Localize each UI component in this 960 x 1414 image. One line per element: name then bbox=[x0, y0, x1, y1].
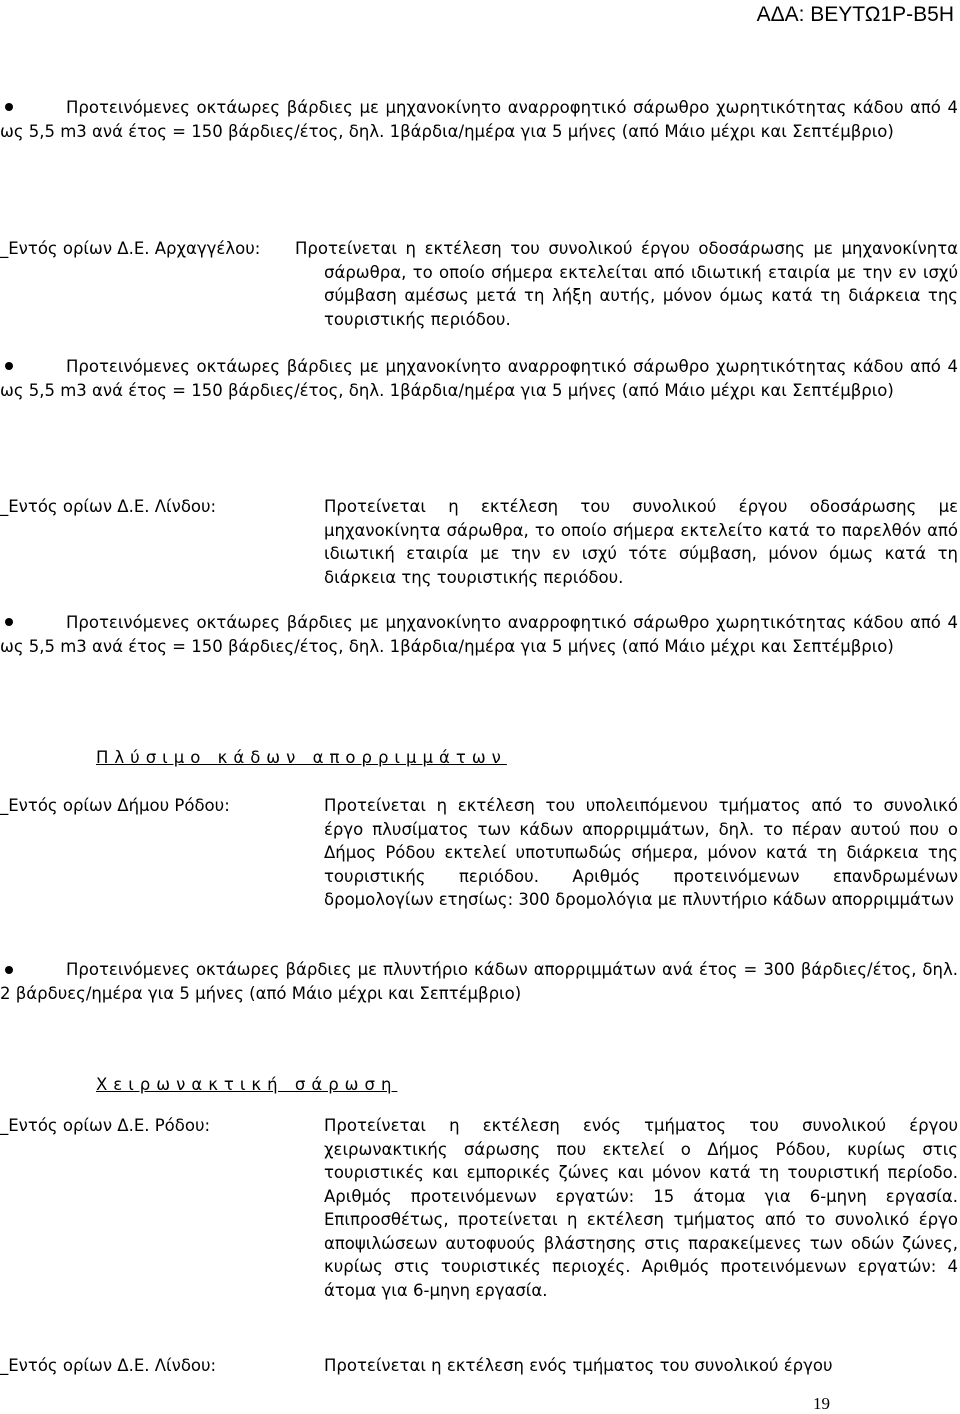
bullet-paragraph: Προτεινόμενες οκτάωρες βάρδιες με μηχανοκίνητο αναρροφητικό σάρωθρο χωρητικότητας κάδου από 4 ως 5,5 m3 ανά έτος = 150 βάρδιες/έτος, δηλ. 1βάρδια/ημέρα για 5 μήνες (από Μάιο μέχρι και Σεπτέμβριο) bbox=[0, 357, 958, 400]
section-label: _Εντός ορίων Δ.Ε. Ρόδου: bbox=[0, 1116, 211, 1135]
section-heading: Πλύσιμο κάδων απορριμμάτων bbox=[96, 748, 507, 767]
bullet-paragraph: Προτεινόμενες οκτάωρες βάρδιες με πλυντήριο κάδων απορριμμάτων ανά έτος = 300 βάρδιες/έτος, δηλ. 2 βάρδυες/ημέρα για 5 μήνες (από Μάιο μέχρι και Σεπτέμβριο) bbox=[0, 960, 958, 1003]
section-text: Προτείνεται η εκτέλεση του συνολικού έργου οδοσάρωσης με μηχανοκίνητα σάρωθρα, το οποίο σήμερα εκτελείτο κατά το παρελθόν από ιδιωτική εταιρία με την εν ισχύ τότε σύμβαση, μόνον όμως κατά τη διάρκεια της τουριστικής περιόδου. bbox=[324, 497, 958, 587]
section-text: Προτείνεται η εκτέλεση ενός τμήματος του συνολικού έργου χειρωνακτικής σάρωσης που εκτελεί ο Δήμος Ρόδου, κυρίως στις τουριστικές και εμπορικές ζώνες και μόνον κατά τη τουριστική περίοδο. Αριθμός προτεινόμενων εργατών: 15 άτομα για 6-μηνη εργασία. Επιπροσθέτως, προτείνεται η εκτέλεση τμήματος από το συνολικό έργο αποψιλώσεων αυτοφυούς βλάστησης στις παρακείμενες των οδών ζώνες, κυρίως στις τουριστικές περιοχές. Αριθμός προτεινόμενων εργατών: 4 άτομα για 6-μηνη εργασία. bbox=[324, 1116, 958, 1300]
bullet-paragraph: Προτεινόμενες οκτάωρες βάρδιες με μηχανοκίνητο αναρροφητικό σάρωθρο χωρητικότητας κάδου από 4 ως 5,5 m3 ανά έτος = 150 βάρδιες/έτος, δηλ. 1βάρδια/ημέρα για 5 μήνες (από Μάιο μέχρι και Σεπτέμβριο) bbox=[0, 613, 958, 656]
section-label: _Εντός ορίων Δ.Ε. Λίνδου: bbox=[0, 1356, 217, 1375]
section-heading: Χειρωνακτική σάρωση bbox=[96, 1075, 398, 1094]
section-text: Προτείνεται η εκτέλεση του συνολικού έργου οδοσάρωσης με μηχανοκίνητα σάρωθρα, το οποίο σήμερα εκτελείται από ιδιωτική εταιρία με την εν ισχύ σύμβαση αμέσως μετά τη λήξη αυτής, μόνον όμως κατά τη διάρκεια της τουριστικής περιόδου. bbox=[295, 239, 958, 329]
section-label: _Εντός ορίων Δ.Ε. Λίνδου: bbox=[0, 497, 217, 516]
section-label: _Εντός ορίων Δήμου Ρόδου: bbox=[0, 796, 230, 815]
section-text: Προτείνεται η εκτέλεση ενός τμήματος του συνολικού έργου bbox=[324, 1356, 833, 1375]
section-text: Προτείνεται η εκτέλεση του υπολειπόμενου τμήματος από το συνολικό έργο πλυσίματος των κάδων απορριμμάτων, δηλ. το πέραν αυτού που ο Δήμος Ρόδου εκτελεί υποτυπωδώς σήμερα, μόνον κατά τη διάρκεια της τουριστικής περιόδου. Αριθμός προτεινόμενων επανδρωμένων δρομολογίων ετησίως: 300 δρομολόγια με πλυντήριο κάδων απορριμμάτων bbox=[324, 796, 958, 909]
section-label: _Εντός ορίων Δ.Ε. Αρχαγγέλου: bbox=[0, 239, 261, 258]
page-number: 19 bbox=[813, 1394, 830, 1413]
bullet-paragraph: Προτεινόμενες οκτάωρες βάρδιες με μηχανοκίνητο αναρροφητικό σάρωθρο χωρητικότητας κάδου από 4 ως 5,5 m3 ανά έτος = 150 βάρδιες/έτος, δηλ. 1βάρδια/ημέρα για 5 μήνες (από Μάιο μέχρι και Σεπτέμβριο) bbox=[0, 98, 958, 141]
document-header-code: ΑΔΑ: ΒΕΥΤΩ1Ρ-Β5Η bbox=[756, 3, 954, 26]
